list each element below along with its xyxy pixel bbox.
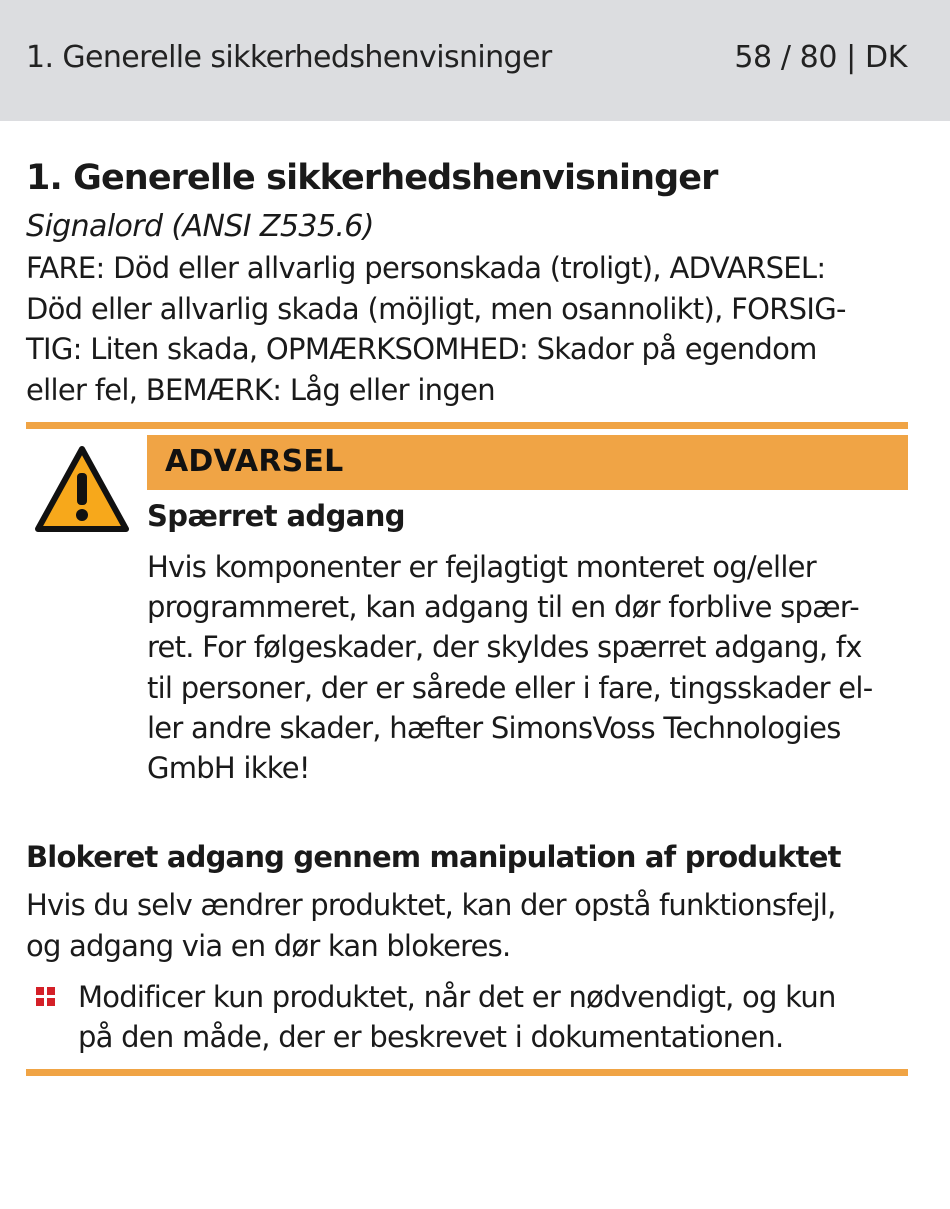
- page-content: [26, 150, 908, 1076]
- warning-body-line: programmeret, kan adgang til en dør forblive spær-: [147, 590, 859, 625]
- warning-block: [26, 435, 908, 835]
- intro-line: FARE: Död eller allvarlig personskada (troligt), ADVARSEL:: [26, 251, 826, 285]
- warning-top-rule: [26, 422, 908, 429]
- warning-heading: Spærret adgang: [147, 499, 405, 533]
- header-page-number: 58 / 80 | DK: [734, 40, 907, 75]
- red-square-bullet-icon: [36, 987, 56, 1007]
- warning-body-line: Hvis komponenter er fejlagtigt monteret og/eller: [147, 550, 816, 584]
- page-title: 1. Generelle sikkerhedshenvisninger: [26, 158, 718, 198]
- warning-banner: [147, 435, 908, 490]
- page-header: [0, 0, 950, 121]
- warning-body-line: ler andre skader, hæfter SimonsVoss Technologies: [147, 710, 841, 745]
- warning-bottom-rule: [26, 1069, 908, 1076]
- manipulation-text: [26, 885, 908, 967]
- manipulation-line: og adgang via en dør kan blokeres.: [26, 929, 511, 963]
- list-item: [26, 977, 908, 1057]
- signal-words-subtitle: Signalord (ANSI Z535.6): [26, 209, 374, 244]
- warning-label: ADVARSEL: [165, 444, 344, 479]
- intro-line: eller fel, BEMÆRK: Låg eller ingen: [26, 372, 495, 407]
- manipulation-heading: Blokeret adgang gennem manipulation af produktet: [26, 840, 841, 874]
- warning-body-line: ret. For følgeskader, der skyldes spærret adgang, fx: [147, 630, 862, 665]
- intro-line: Död eller allvarlig skada (möjligt, men osannolikt), FORSIG-: [26, 291, 846, 326]
- header-section-title: 1. Generelle sikkerhedshenvisninger: [26, 40, 552, 75]
- warning-body: [147, 547, 917, 788]
- warning-triangle-icon: [34, 445, 130, 533]
- warning-body-line: til personer, der er sårede eller i fare, tingsskader el-: [147, 670, 873, 705]
- manipulation-line: Hvis du selv ændrer produktet, kan der opstå funktionsfejl,: [26, 888, 836, 922]
- bullet-line: på den måde, der er beskrevet i dokumentationen.: [78, 1020, 784, 1054]
- warning-body-line: GmbH ikke!: [147, 751, 310, 786]
- signal-words-text: [26, 248, 908, 410]
- bullet-line: Modificer kun produktet, når det er nødvendigt, og kun: [78, 980, 836, 1014]
- intro-line: TIG: Liten skada, OPMÆRKSOMHED: Skador på egendom: [26, 332, 817, 366]
